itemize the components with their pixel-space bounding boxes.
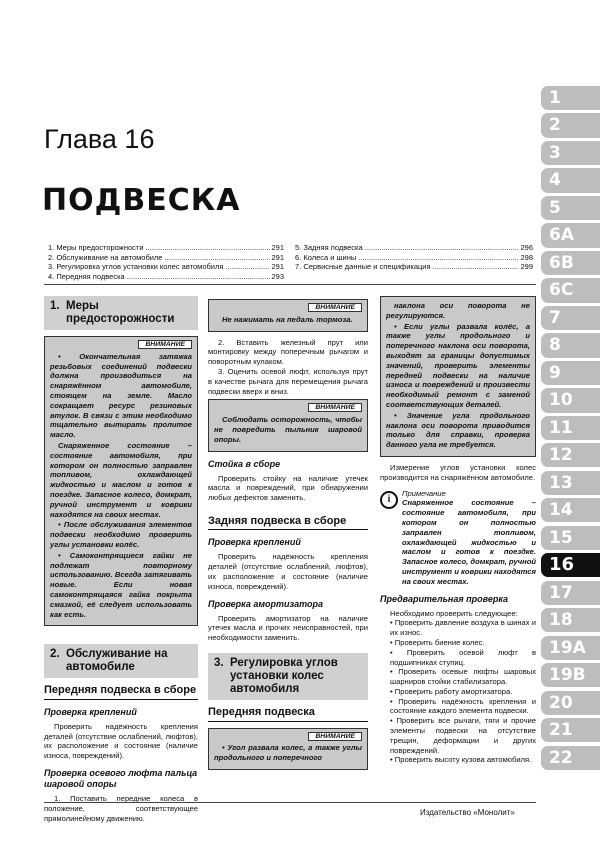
column-3 [380, 296, 536, 765]
warning-box [208, 728, 368, 770]
warning-text: • Значение угла продольного наклона оси поворота приводится только для справки, проверка данного угла не требуется. [386, 410, 530, 450]
toc-divider [44, 284, 536, 285]
toc-item[interactable]: 2. Обслуживание на автомобиле ..... 291 [48, 253, 284, 263]
warning-text: • Окончательная затяжка резьбовых соединений подвески должна производиться на снаряжённом автомобиле, стоящем на земле. Масло сокращает ресурс резиновых втулок. В связи с этим необходимо тщательно вытирать пролитое масло. [50, 351, 192, 440]
chapter-tab[interactable]: 11 [541, 416, 600, 440]
chapter-tab[interactable]: 1 [541, 86, 600, 110]
warning-text: • Если углы развала колёс, а также углы продольного и поперечного наклона оси поворота, выходят за границы допустимых значений, проверить элементы передней подвески на наличие износа и повреждений и произвести необходимый ремонт с заменой соответствующих деталей. [386, 321, 530, 409]
chapter-tab[interactable]: 13 [541, 471, 600, 495]
body-text: Проверить надёжность крепления деталей (отсутствие ослаблений, люфтов), их расположение и состояние (наличие износа, повреждений). [208, 552, 368, 591]
chapter-tab[interactable]: 18 [541, 608, 600, 632]
list-item: • Проверить надёжность крепления и состояние каждого элемента подвески. [390, 696, 536, 716]
paragraph-heading: Проверка креплений [208, 537, 301, 548]
warning-text: Соблюдать осторожность, чтобы не повредить пыльник шаровой опоры. [214, 415, 362, 444]
paragraph-heading: Проверка креплений [44, 706, 137, 717]
chapter-tab[interactable]: 10 [541, 388, 600, 412]
body-text: Проверить амортизатор на наличие утечек масла и прочих неисправностей, при необходимости заменить. [208, 613, 368, 643]
column-1 [44, 296, 198, 823]
warning-tag: ВНИМАНИЕ [308, 403, 362, 412]
warning-text: • После обслуживания элементов подвески необходимо проверить углы установки колёс. [50, 520, 192, 549]
chapter-tab[interactable]: 4 [541, 168, 600, 192]
info-icon: i [380, 491, 398, 509]
chapter-tab[interactable]: 6C [541, 278, 600, 302]
warning-box [44, 336, 198, 626]
chapter-tab[interactable]: 22 [541, 746, 600, 770]
warning-text: Снаряженное состояние – состояние автомобиля, при котором он полностью заправлен топливом, охлаждающей жидкостью и маслом и готов к поездке. Запасное колесо, домкрат, ручной инструмент и коврики находятся на своих местах. [50, 440, 192, 519]
section-heading: 2. Обслуживание на автомобиле [44, 644, 198, 678]
warning-text: Не нажимать на педаль тормоза. [222, 314, 353, 324]
footer-divider [44, 802, 536, 803]
chapter-tab[interactable]: 14 [541, 498, 600, 522]
section-heading: 1. Меры предосторожности [44, 296, 198, 330]
list-item: • Проверить биение колес. [390, 637, 485, 647]
chapter-tab[interactable]: 20 [541, 691, 600, 715]
paragraph-heading: Проверка амортизатора [208, 598, 324, 609]
chapter-tab[interactable]: 16 [541, 553, 600, 577]
list-item: • Проверить давление воздуха в шинах и их износ. [390, 618, 536, 638]
subsection-heading: Задняя подвеска в сборе [208, 515, 368, 531]
warning-tag: ВНИМАНИЕ [138, 340, 192, 349]
list-item: • Проверить осевой люфт в подшипниках ступиц. [390, 647, 536, 667]
chapter-tab[interactable]: 8 [541, 333, 600, 357]
chapter-tabs [541, 86, 600, 773]
toc-item[interactable]: 5. Задняя подвеска ..... 296 [295, 243, 533, 253]
chapter-tab[interactable]: 19B [541, 663, 600, 687]
note-label: Примечание [402, 488, 446, 498]
warning-box [380, 296, 536, 457]
section-heading: 3. Регулировка углов установки колес автомобиля [208, 653, 368, 700]
warning-box [208, 399, 368, 451]
chapter-tab[interactable]: 12 [541, 443, 600, 467]
chapter-tab[interactable]: 6B [541, 251, 600, 275]
chapter-tab[interactable]: 21 [541, 718, 600, 742]
body-text: Проверить стойку на наличие утечек масла и повреждений, при обнаружении любых дефектов заменить. [208, 473, 368, 503]
list-item: • Проверить осевые люфты шаровых шарниров стойки стабилизатора. [390, 667, 536, 687]
toc-right [295, 243, 533, 272]
toc-item[interactable]: 7. Сервисные данные и спецификация ..... 299 [295, 262, 533, 272]
warning-box [208, 299, 368, 332]
warning-text: • Самоконтрящиеся гайки не подлежат повторному использованию. Всегда затягивать новые. Если новая самоконтрящаяся гайка покрыта смазкой, её следует использовать как есть. [50, 550, 192, 619]
list-item: • Проверить все рычаги, тяги и прочие элементы подвески на отсутствие трещин, деформации и других повреждений. [390, 716, 536, 755]
warning-tag: ВНИМАНИЕ [308, 732, 362, 741]
note-text: Снаряженное состояние – состояние автомобиля, при котором он полностью заправлен топливом, охлаждающей жидкостью и маслом и готов к поездке. Запасное колесо, домкрат, ручной инструмент и коврики находятся на своих местах. [402, 498, 536, 586]
chapter-tab[interactable]: 7 [541, 306, 600, 330]
chapter-title: ПОДВЕСКА [42, 183, 241, 218]
body-text: Проверить надёжность крепления деталей (отсутствие ослаблений, люфтов), их расположение и состояние (наличие износа, повреждений). [44, 721, 198, 761]
body-text: 1. Поставить передние колеса в положение, соответствующее прямолинейному движению. [44, 794, 198, 823]
warning-tag: ВНИМАНИЕ [308, 303, 362, 312]
warning-text: • Угол развала колес, а также углы продольного и поперечного [214, 743, 362, 763]
body-text: 2. Вставить железный прут или монтировку между поперечным рычагом и поворотным кулаком. [208, 337, 368, 367]
toc-item[interactable]: 4. Передняя подвеска ..... 293 [48, 272, 284, 282]
paragraph-heading: Стойка в сборе [208, 458, 281, 469]
chapter-tab[interactable]: 2 [541, 113, 600, 137]
body-text: Измерение углов установки колес производится на снаряжённом автомобиле. [380, 462, 536, 482]
toc-item[interactable]: 6. Колеса и шины ..... 298 [295, 253, 533, 263]
subsection-heading: Передняя подвеска в сборе [44, 684, 198, 700]
warning-text: наклона оси поворота не регулируются. [386, 301, 530, 320]
toc-item[interactable]: 1. Меры предосторожности ..... 291 [48, 243, 284, 253]
publisher-name: Издательство «Монолит» [420, 808, 515, 817]
column-2 [208, 296, 368, 776]
paragraph-heading: Проверка осевого люфта пальца шаровой опоры [44, 768, 198, 789]
paragraph-heading: Предварительная проверка [380, 593, 509, 604]
chapter-number: Глава 16 [44, 124, 155, 154]
chapter-tab[interactable]: 5 [541, 196, 600, 220]
body-text: 3. Оценить осевой люфт, используя прут в качестве рычага для перемещения рычага подвески вверх и вниз. [208, 366, 368, 396]
chapter-tab[interactable]: 17 [541, 581, 600, 605]
chapter-tab[interactable]: 15 [541, 526, 600, 550]
chapter-tab[interactable]: 3 [541, 141, 600, 165]
toc-left [48, 243, 284, 281]
list-item: • Проверить высоту кузова автомобиля. [390, 755, 532, 765]
chapter-tab[interactable]: 9 [541, 361, 600, 385]
subsection-heading: Передняя подвеска [208, 706, 368, 722]
toc-item[interactable]: 3. Регулировка углов установки колес автомобиля ..... 291 [48, 262, 284, 272]
chapter-tab[interactable]: 6A [541, 223, 600, 247]
list-item: • Проверить работу амортизатора. [390, 686, 513, 696]
body-text: Необходимо проверить следующее: [390, 608, 518, 618]
chapter-tab[interactable]: 19A [541, 636, 600, 660]
note-block [380, 489, 536, 587]
